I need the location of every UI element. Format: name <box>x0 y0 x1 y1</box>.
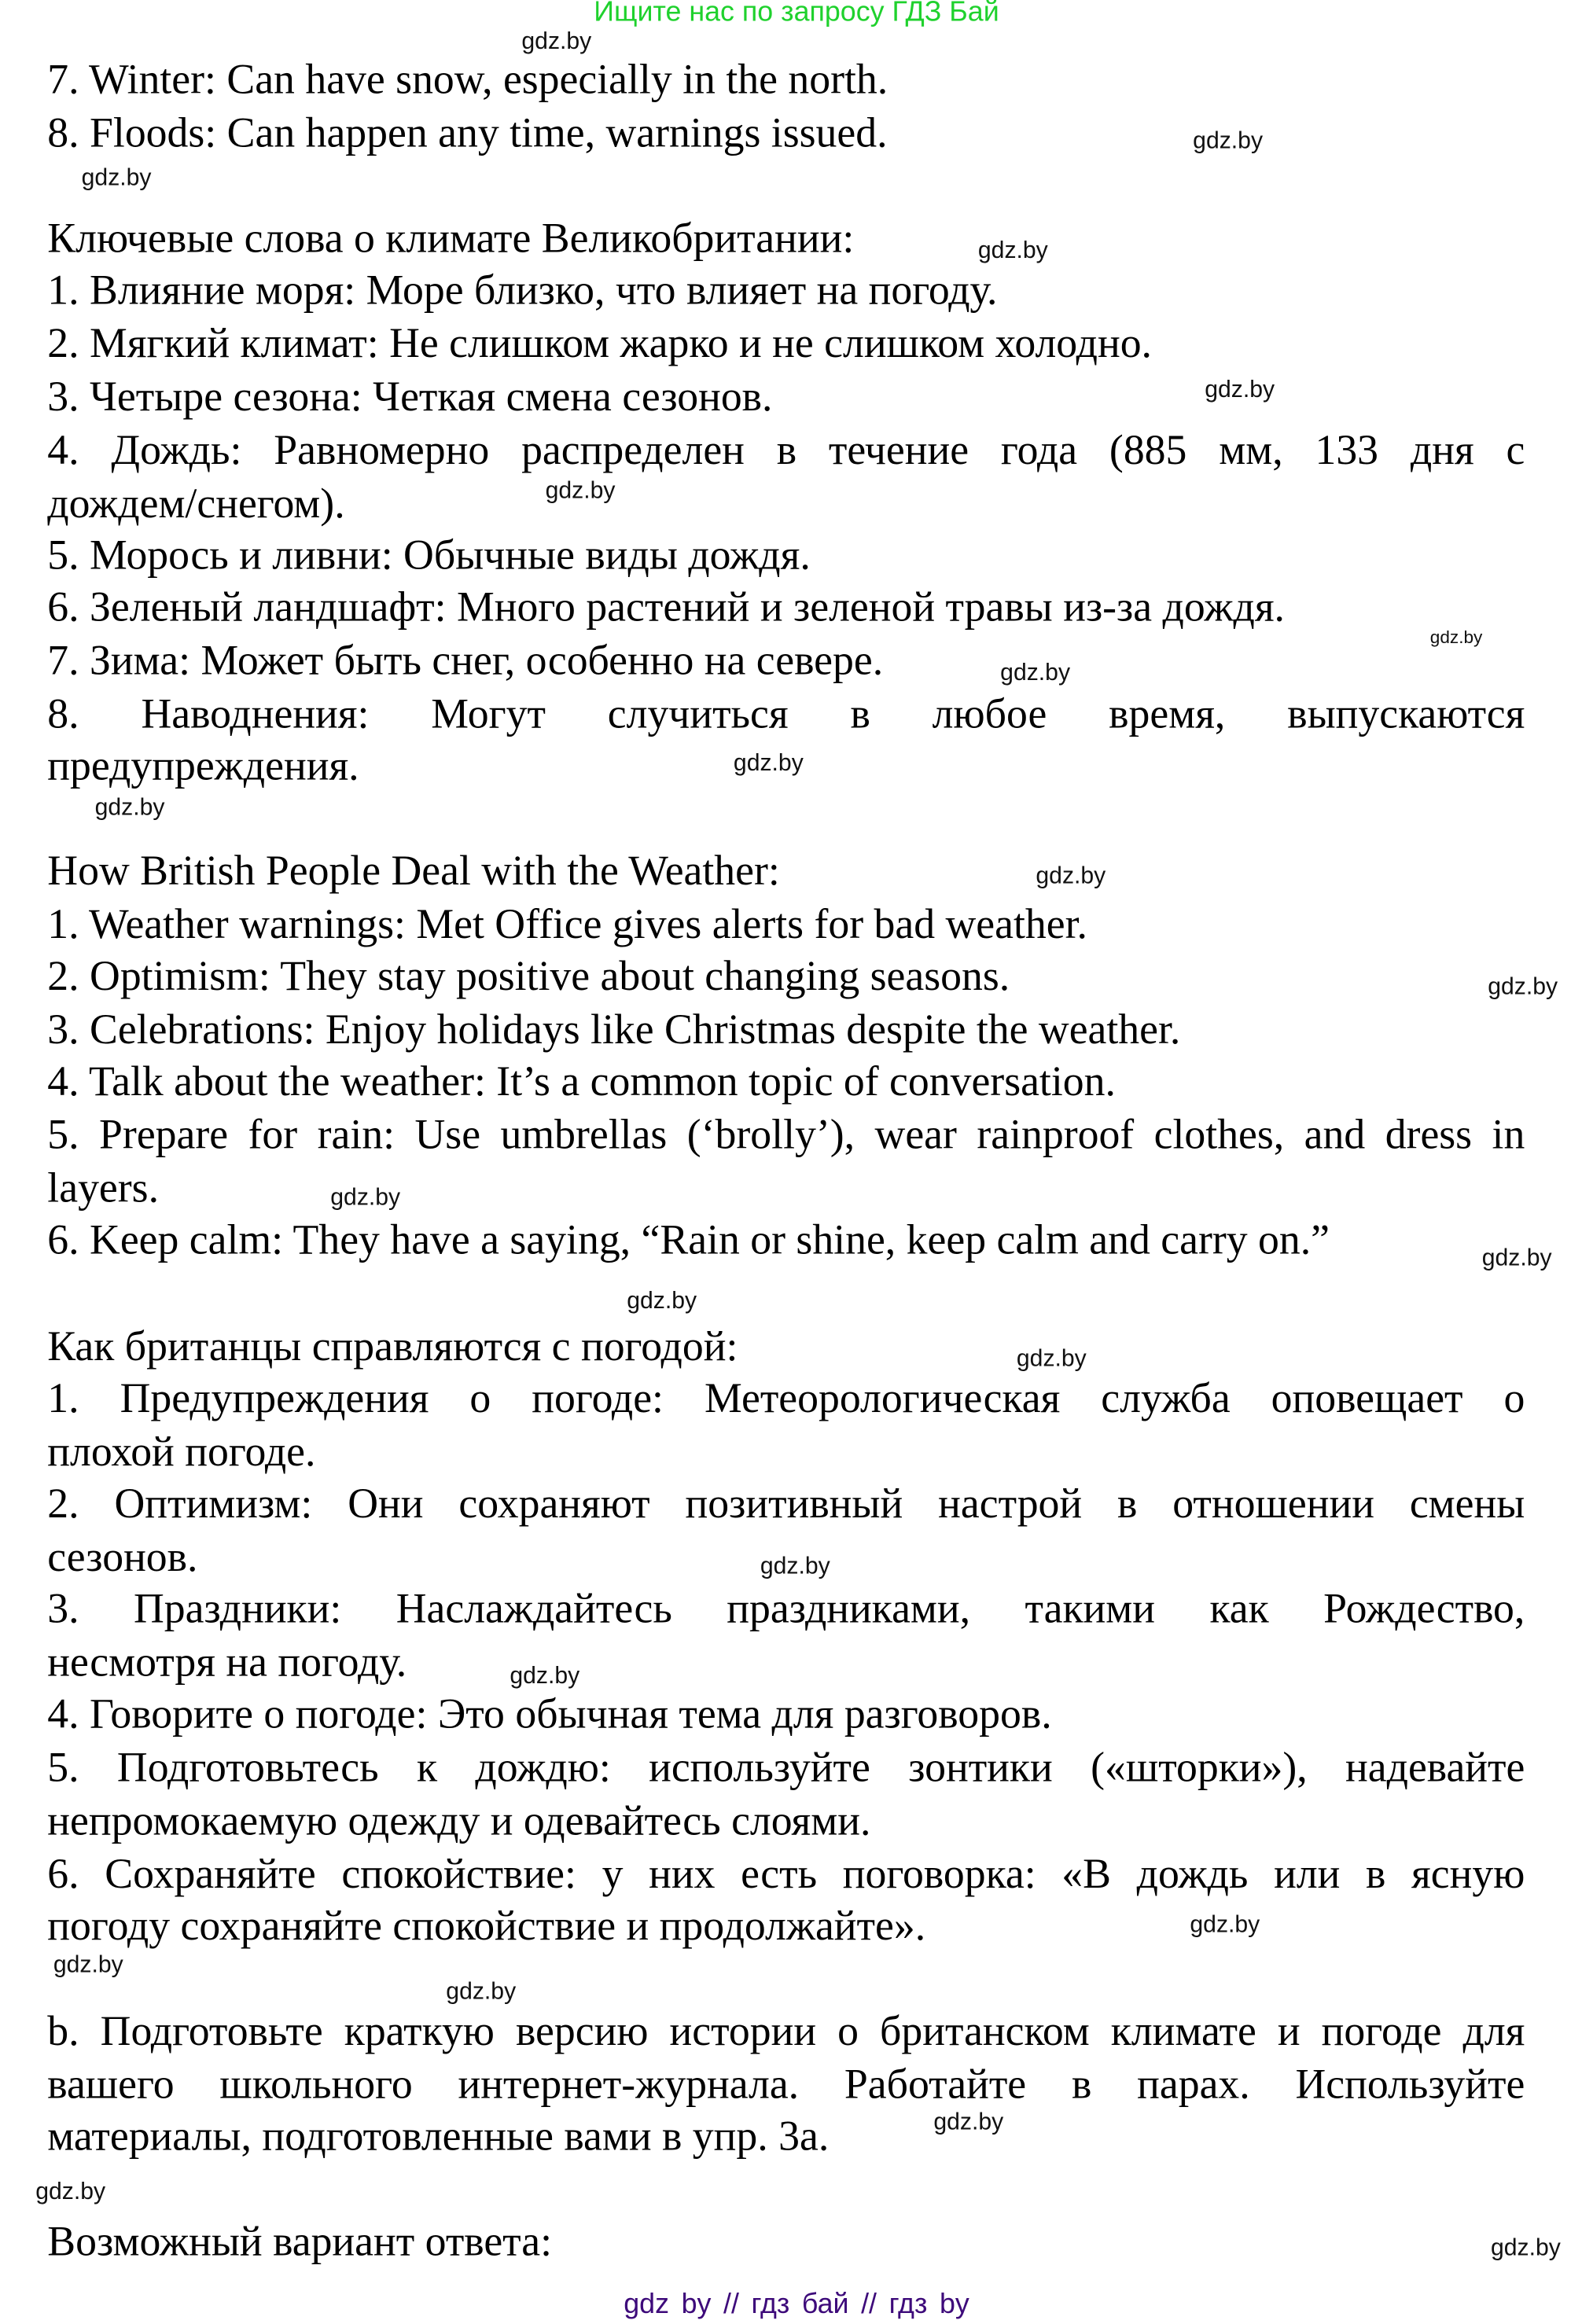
text-line: 6. Keep calm: They have a saying, “Rain or shine, keep calm and carry on.” <box>47 1218 1330 1264</box>
watermark: gdz.by <box>1481 1246 1552 1272</box>
watermark: gdz.by <box>1488 975 1558 1001</box>
watermark: gdz.by <box>94 796 165 822</box>
text-line: 4. Говорите о погоде: Это обычная тема для разговоров. <box>47 1692 1052 1738</box>
text-line: 4. Talk about the weather: It’s a common topic of conversation. <box>47 1059 1116 1105</box>
watermark: gdz.by <box>35 2179 106 2205</box>
text-line: layers. <box>47 1166 160 1212</box>
text-line: погоду сохраняйте спокойствие и продолжайте». <box>47 1903 926 1951</box>
watermark: gdz.by <box>1193 128 1264 155</box>
text-line: Как британцы справляются с погодой: <box>47 1324 738 1371</box>
watermark: gdz.by <box>1205 377 1275 403</box>
text-line: How British People Deal with the Weather: <box>47 848 780 895</box>
watermark: gdz.by <box>53 1953 123 1979</box>
text-line: 5. Морось и ливни: Обычные виды дождя. <box>47 533 811 579</box>
watermark: gdz.by <box>933 2109 1004 2135</box>
text-line: 2. Оптимизм: Они сохраняют позитивный настрой в отношении смены <box>47 1481 1525 1528</box>
watermark: gdz.by <box>1491 2236 1561 2262</box>
watermark: gdz.by <box>510 1664 580 1690</box>
text-line: 8. Floods: Can happen any time, warnings issued. <box>47 111 888 157</box>
watermark: gdz.by <box>330 1185 401 1211</box>
text-line: плохой погоде. <box>47 1429 316 1476</box>
watermark: gdz.by <box>977 238 1048 264</box>
text-line: материалы, подготовленные вами в упр. 3а. <box>47 2114 830 2160</box>
text-line: предупреждения. <box>47 744 359 790</box>
text-line: 2. Мягкий климат: Не слишком жарко и не слишком холодно. <box>47 321 1153 368</box>
text-line: 7. Winter: Can have snow, especially in the north. <box>47 57 888 104</box>
text-line: 1. Предупреждения о погоде: Метеорологическая служба оповещает о <box>47 1376 1525 1423</box>
text-line: 2. Optimism: They stay positive about changing seasons. <box>47 954 1010 1001</box>
text-line: 5. Prepare for rain: Use umbrellas (‘brolly’), wear rainproof clothes, and dress in <box>47 1112 1525 1159</box>
top-banner: Ищите нас по запросу ГДЗ Бай <box>594 0 999 28</box>
watermark: gdz.by <box>1000 660 1071 686</box>
text-line: 8. Наводнения: Могут случиться в любое время, выпускаются <box>47 692 1525 738</box>
text-line: Возможный вариант ответа: <box>47 2219 553 2266</box>
text-line: вашего школьного интернет-журнала. Работайте в парах. Используйте <box>47 2062 1525 2109</box>
text-line: 1. Влияние моря: Море близко, что влияет на погоду. <box>47 268 998 314</box>
watermark: gdz.by <box>1429 627 1483 648</box>
text-line: 7. Зима: Может быть снег, особенно на севере. <box>47 638 884 685</box>
watermark: gdz.by <box>521 29 592 55</box>
text-line: дождем/снегом). <box>47 481 345 528</box>
watermark: gdz.by <box>81 166 152 192</box>
watermark: gdz.by <box>545 478 616 504</box>
footer-links[interactable]: gdz by // гдз бай // гдз by <box>624 2289 969 2321</box>
text-line: сезонов. <box>47 1535 198 1581</box>
text-line: 6. Зеленый ландшафт: Много растений и зеленой травы из-за дождя. <box>47 585 1285 631</box>
text-line: 3. Четыре сезона: Четкая смена сезонов. <box>47 374 773 421</box>
watermark: gdz.by <box>627 1289 697 1315</box>
text-line: непромокаемую одежду и одевайтесь слоями. <box>47 1799 871 1845</box>
watermark: gdz.by <box>733 751 804 777</box>
text-line: несмотря на погоду. <box>47 1640 407 1686</box>
watermark: gdz.by <box>1190 1913 1260 1939</box>
watermark: gdz.by <box>1036 863 1106 889</box>
text-line: 4. Дождь: Равномерно распределен в течение года (885 мм, 133 дня с <box>47 428 1525 475</box>
text-line: 6. Сохраняйте спокойствие: у них есть поговорка: «В дождь или в ясную <box>47 1851 1525 1899</box>
text-line: Ключевые слова о климате Великобритании: <box>47 216 855 263</box>
text-line: 3. Celebrations: Enjoy holidays like Christmas despite the weather. <box>47 1007 1181 1054</box>
text-line: 1. Weather warnings: Met Office gives alerts for bad weather. <box>47 902 1087 949</box>
text-line: 5. Подготовьтесь к дождю: используйте зонтики («шторки»), надевайте <box>47 1745 1525 1792</box>
text-line: b. Подготовьте краткую версию истории о британском климате и погоде для <box>47 2009 1525 2056</box>
text-line: 3. Праздники: Наслаждайтесь праздниками, такими как Рождество, <box>47 1587 1525 1633</box>
watermark: gdz.by <box>760 1554 830 1580</box>
watermark: gdz.by <box>1016 1347 1087 1373</box>
watermark: gdz.by <box>446 1979 517 2005</box>
